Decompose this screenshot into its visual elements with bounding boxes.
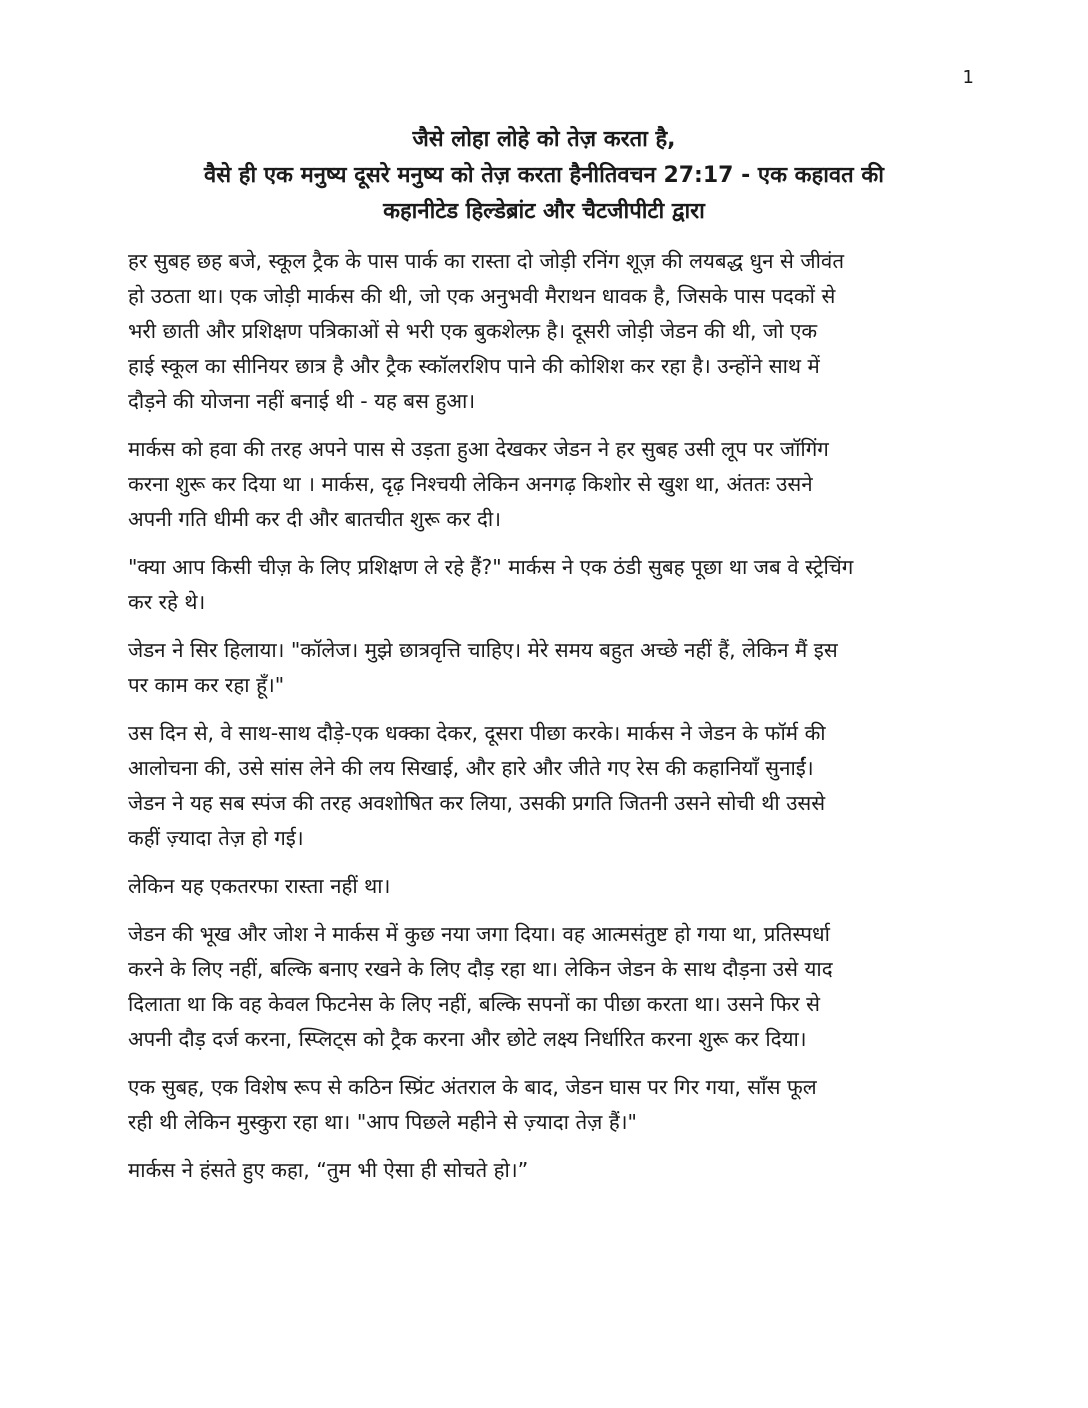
paragraph-line: मार्कस को हवा की तरह अपने पास से उड़ता हुआ देखकर जेडन ने हर सुबह उसी लूप पर जॉगिंग bbox=[128, 437, 829, 461]
paragraph-2 bbox=[128, 432, 960, 537]
title-line-3: कहानीटेड हिल्डेब्रांट और चैटजीपीटी द्वारा bbox=[383, 199, 705, 224]
title-line-2: वैसे ही एक मनुष्य दूसरे मनुष्य को तेज़ करता हैनीतिवचन 27:17 - एक कहावत की bbox=[204, 163, 884, 188]
paragraph-line: हर सुबह छह बजे, स्कूल ट्रैक के पास पार्क का रास्ता दो जोड़ी रनिंग शूज़ की लयबद्ध धुन से जीवंत bbox=[128, 249, 845, 273]
paragraph-line: हो उठता था। एक जोड़ी मार्कस की थी, जो एक अनुभवी मैराथन धावक है, जिसके पास पदकों से bbox=[128, 284, 836, 308]
story-body bbox=[128, 244, 960, 1201]
paragraph-line: उस दिन से, वे साथ-साथ दौड़े-एक धक्का देकर, दूसरा पीछा करके। मार्कस ने जेडन के फॉर्म की bbox=[128, 721, 826, 745]
paragraph-line: हाई स्कूल का सीनियर छात्र है और ट्रैक स्कॉलरशिप पाने की कोशिश कर रहा है। उन्होंने साथ में bbox=[128, 354, 820, 378]
paragraph-line: अपनी दौड़ दर्ज करना, स्प्लिट्स को ट्रैक करना और छोटे लक्ष्य निर्धारित करना शुरू कर दिया। bbox=[128, 1027, 807, 1051]
paragraph-line: कहीं ज़्यादा तेज़ हो गई। bbox=[128, 826, 304, 850]
paragraph-line: करने के लिए नहीं, बल्कि बनाए रखने के लिए दौड़ रहा था। लेकिन जेडन के साथ दौड़ना उसे याद bbox=[128, 957, 833, 981]
paragraph-7 bbox=[128, 917, 960, 1057]
paragraph-5 bbox=[128, 716, 960, 856]
paragraph-line: भरी छाती और प्रशिक्षण पत्रिकाओं से भरी एक बुकशेल्फ़ है। दूसरी जोड़ी जेडन की थी, जो एक bbox=[128, 319, 818, 343]
paragraph-line: आलोचना की, उसे सांस लेने की लय सिखाई, और हारे और जीते गए रेस की कहानियाँ सुनाईं। bbox=[128, 756, 814, 780]
title-line-1: जैसे लोहा लोहे को तेज़ करता है, bbox=[412, 127, 676, 152]
paragraph-line: मार्कस ने हंसते हुए कहा, “तुम भी ऐसा ही सोचते हो।” bbox=[128, 1158, 529, 1182]
paragraph-6 bbox=[128, 869, 960, 904]
paragraph-line: जेडन ने सिर हिलाया। "कॉलेज। मुझे छात्रवृत्ति चाहिए। मेरे समय बहुत अच्छे नहीं हैं, लेकिन मैं इस bbox=[128, 638, 838, 662]
paragraph-line: एक सुबह, एक विशेष रूप से कठिन स्प्रिंट अंतराल के बाद, जेडन घास पर गिर गया, साँस फूल bbox=[128, 1075, 817, 1099]
paragraph-line: लेकिन यह एकतरफा रास्ता नहीं था। bbox=[128, 874, 391, 898]
paragraph-line: कर रहे थे। bbox=[128, 590, 206, 614]
paragraph-9 bbox=[128, 1153, 960, 1188]
paragraph-3 bbox=[128, 550, 960, 620]
paragraph-line: जेडन की भूख और जोश ने मार्कस में कुछ नया जगा दिया। वह आत्मसंतुष्ट हो गया था, प्रतिस्पर्धा bbox=[128, 922, 830, 946]
paragraph-8 bbox=[128, 1070, 960, 1140]
paragraph-1 bbox=[128, 244, 960, 419]
paragraph-line: जेडन ने यह सब स्पंज की तरह अवशोषित कर लिया, उसकी प्रगति जितनी उसने सोची थी उससे bbox=[128, 791, 826, 815]
paragraph-line: दौड़ने की योजना नहीं बनाई थी - यह बस हुआ। bbox=[128, 389, 476, 413]
paragraph-line: पर काम कर रहा हूँ।" bbox=[128, 673, 285, 697]
page-number: 1 bbox=[962, 67, 974, 88]
page-title bbox=[120, 122, 968, 230]
paragraph-line: रही थी लेकिन मुस्कुरा रहा था। "आप पिछले महीने से ज़्यादा तेज़ हैं।" bbox=[128, 1110, 637, 1134]
paragraph-4 bbox=[128, 633, 960, 703]
paragraph-line: करना शुरू कर दिया था । मार्कस, दृढ़ निश्चयी लेकिन अनगढ़ किशोर से खुश था, अंततः उसने bbox=[128, 472, 813, 496]
paragraph-line: अपनी गति धीमी कर दी और बातचीत शुरू कर दी। bbox=[128, 507, 502, 531]
paragraph-line: "क्या आप किसी चीज़ के लिए प्रशिक्षण ले रहे हैं?" मार्कस ने एक ठंडी सुबह पूछा था जब वे स्ट्रेचिंग bbox=[128, 555, 854, 579]
paragraph-line: दिलाता था कि वह केवल फिटनेस के लिए नहीं, बल्कि सपनों का पीछा करता था। उसने फिर से bbox=[128, 992, 821, 1016]
